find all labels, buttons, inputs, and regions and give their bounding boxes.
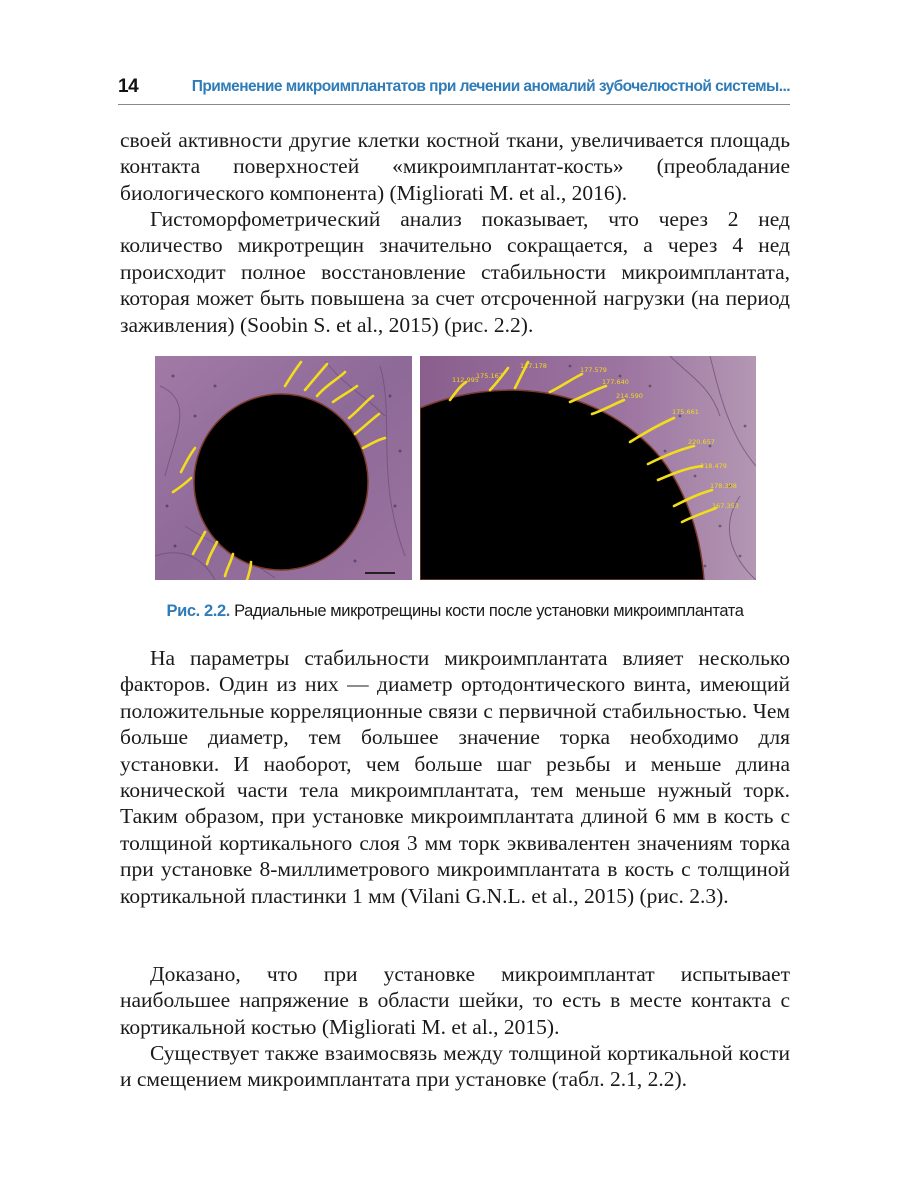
- figure-caption-label: Рис. 2.2.: [166, 602, 230, 620]
- paragraph-stability-factors: На параметры стабильности микроимплантата влияет несколько факторов. Один из них — диаметр ортодонтического винта, имеющий положительные корреляционные связи с первичной стабильностью. Чем больше диаметр, тем большее значение торка необходимо для установки. И наоборот, чем больше шаг резьбы и меньше длина конической части тела микроимплантата, тем меньше нужный торк. Таким образом, при установке микроимплантата длиной 6 мм в кость с толщиной кортикального слоя 3 мм торк эквивалентен значениям торка при установке 8-миллиметрового микроимплантата в кость с толщиной кортикальной пластинки 1 мм (Vilani G.N.L. et al., 2015) (рис. 2.3).: [120, 646, 790, 908]
- paragraph-neck-stress: Доказано, что при установке микроимплантат испытывает наибольшее напряжение в области шейки, то есть в месте контакта с кортикальной костью (Migliorati M. et al., 2015).: [120, 962, 790, 1039]
- crack-length-label: 178.398: [710, 482, 737, 490]
- figure-2-2-right-micrograph: [420, 356, 756, 580]
- figure-caption-text: Радиальные микротрещины кости после установки микроимплантата: [234, 602, 744, 620]
- crack-length-label: 175.661: [672, 408, 699, 416]
- crack-length-label: 177.640: [602, 378, 629, 386]
- running-head: [118, 76, 790, 102]
- running-title: Применение микроимплантатов при лечении аномалий зубочелюстной системы...: [191, 78, 790, 95]
- crack-length-label: 218.479: [700, 462, 727, 470]
- figure-caption: [120, 602, 790, 621]
- crack-length-label: 214.590: [616, 392, 643, 400]
- paragraph-continuation: своей активности другие клетки костной ткани, увеличивается площадь контакта поверхностей «микроимплантат-кость» (преобладание биологического компонента) (Migliorati M. et al., 2016).: [120, 128, 790, 205]
- crack-length-label: 167.353: [712, 502, 739, 510]
- crack-length-label: 127.178: [520, 362, 547, 370]
- paragraph-histomorphometry: Гистоморфометрический анализ показывает, что через 2 нед количество микротрещин значительно сокращается, а через 4 нед происходит полное восстановление стабильности микроимплантата, которая может быть повышена за счет отсроченной нагрузки (на период заживления) (Soobin S. et al., 2015) (рис. 2.2).: [120, 207, 790, 337]
- page-number: 14: [118, 76, 139, 97]
- figure-2-2-left-micrograph: [155, 356, 412, 580]
- paragraph-cortical-thickness: Существует также взаимосвязь между толщиной кортикальной кости и смещением микроимплантата при установке (табл. 2.1, 2.2).: [120, 1041, 790, 1092]
- crack-length-label: 177.579: [580, 366, 607, 374]
- crack-length-label: 220.657: [688, 438, 715, 446]
- crack-length-label: 175.167: [476, 372, 503, 380]
- crack-length-label: 112.995: [452, 376, 479, 384]
- header-rule: [118, 104, 790, 105]
